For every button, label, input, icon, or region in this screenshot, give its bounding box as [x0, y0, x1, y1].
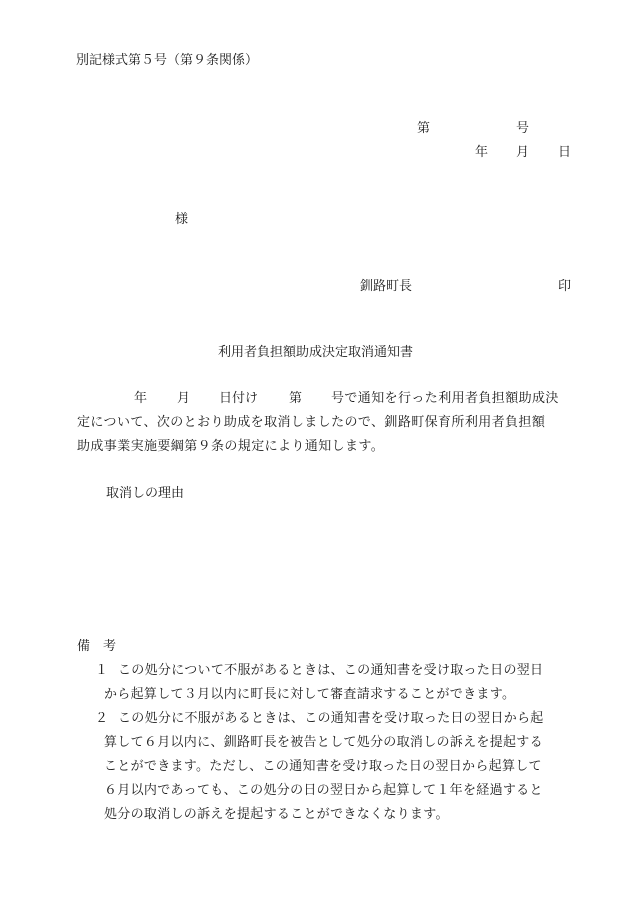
body-line3: 助成事業実施要綱第９条の規定により通知します。 — [77, 439, 385, 454]
note-2-line-3: ことができます。ただし、この通知書を受け取った日の翌日から起算して — [104, 759, 542, 774]
body-line2: 定について、次のとおり助成を取消しましたので、釧路町保育所利用者負担額 — [77, 415, 546, 430]
body-line1-rest: 号で通知を行った利用者負担額助成決 — [331, 391, 559, 406]
document-title: 利用者負担額助成決定取消通知書 — [218, 345, 414, 360]
reason-label: 取消しの理由 — [106, 486, 185, 501]
body-year: 年 — [134, 391, 148, 406]
date-day: 日 — [558, 145, 572, 160]
body-date-ref: 日付け — [219, 391, 259, 406]
note-number: ２ — [95, 711, 109, 726]
note-1-line-1: この処分について不服があるときは、この通知書を受け取った日の翌日 — [118, 663, 544, 678]
form-label: 別記様式第５号（第９条関係） — [76, 53, 259, 68]
note-1-line-2: から起算して３月以内に町長に対して審査請求することができます。 — [104, 687, 516, 702]
doc-number-go: 号 — [516, 121, 530, 136]
seal-mark: 印 — [558, 279, 572, 294]
note-2-line-2: 算して６月以内に、釧路町長を被告として処分の取消しの訴えを提起する — [104, 735, 543, 750]
note-2-line-1: この処分に不服があるときは、この通知書を受け取った日の翌日から起 — [118, 711, 544, 726]
body-month: 月 — [177, 391, 191, 406]
doc-number-dai: 第 — [417, 121, 431, 136]
note-2-line-4: ６月以内であっても、この処分の日の翌日から起算して１年を経過すると — [104, 783, 543, 798]
issuer-title: 釧路町長 — [360, 279, 413, 294]
date-year: 年 — [475, 145, 489, 160]
date-month: 月 — [516, 145, 530, 160]
body-dai: 第 — [289, 391, 303, 406]
note-number: １ — [95, 663, 109, 678]
note-2-line-5: 処分の取消しの訴えを提起することができなくなります。 — [104, 807, 449, 822]
addressee-honorific: 様 — [175, 212, 189, 227]
notes-heading: 備 考 — [77, 639, 117, 654]
